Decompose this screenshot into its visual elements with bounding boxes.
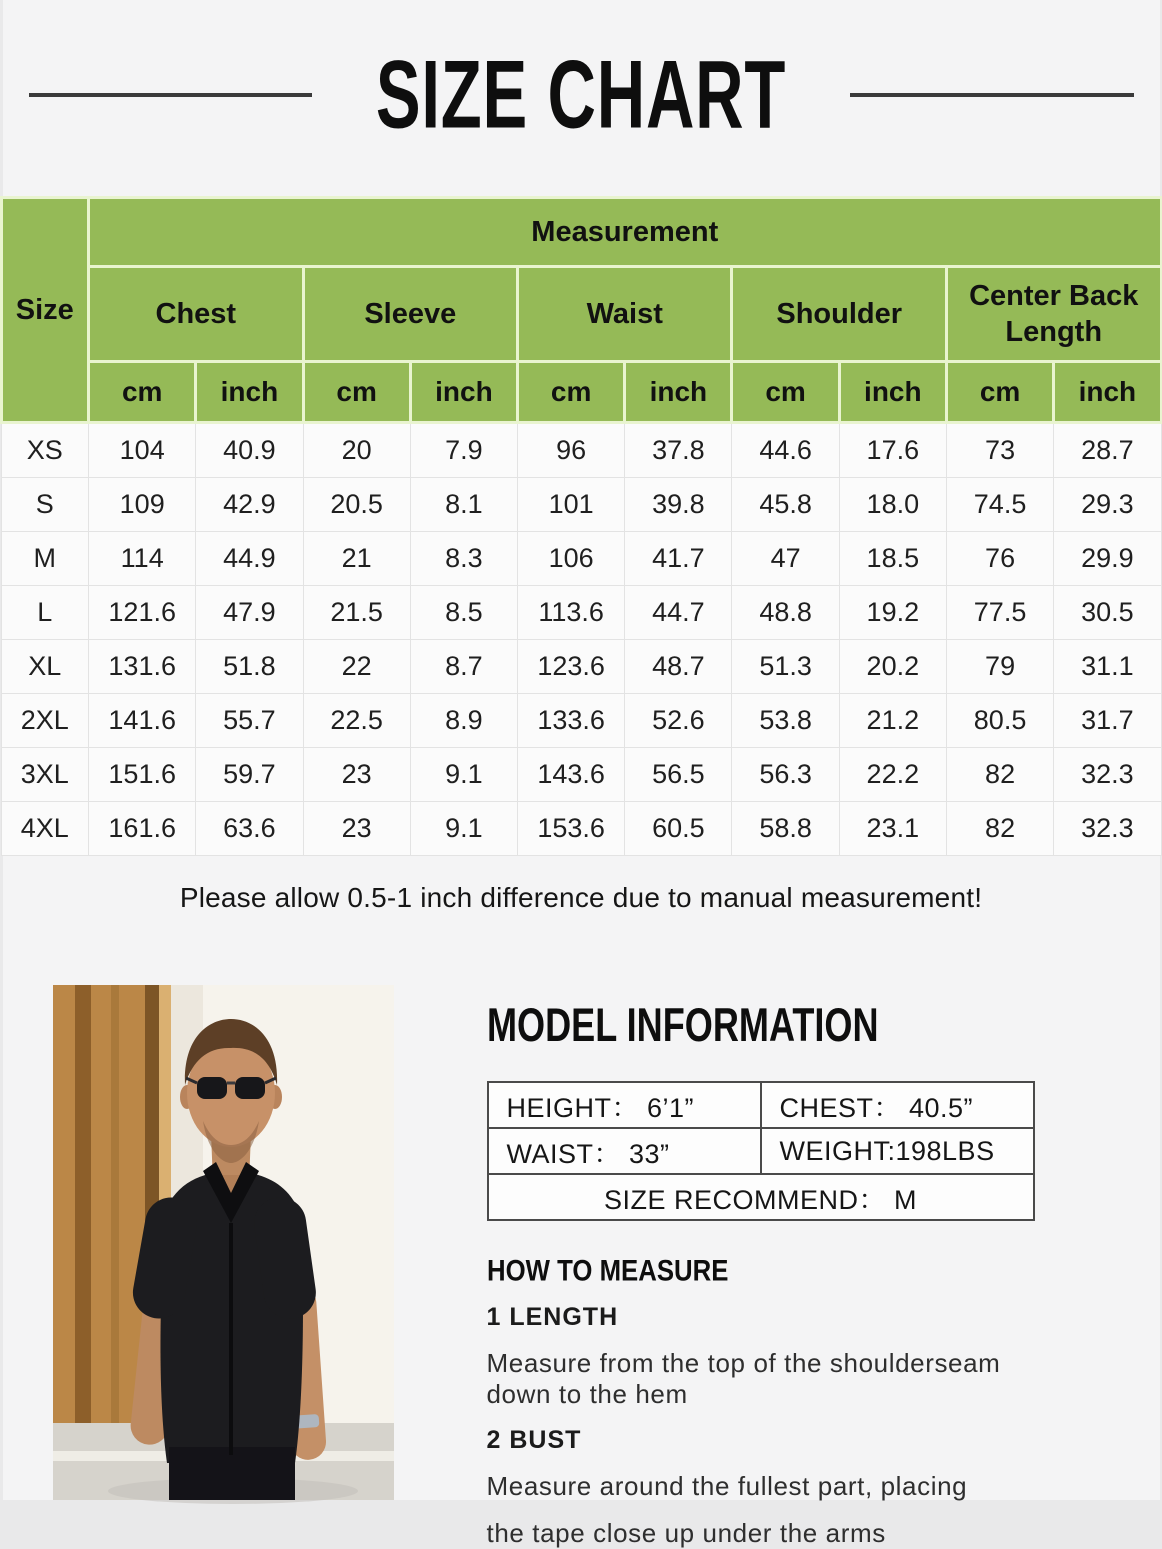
value-cell: 101 [518,478,625,532]
table-row [488,1082,1034,1128]
value-cell: 55.7 [196,694,303,748]
model-waist-cell: WAIST： 33” [488,1128,761,1174]
table-row [488,1128,1034,1174]
unit-header-cm: cm [89,362,196,423]
value-cell: 37.8 [625,423,732,478]
value-cell: 29.9 [1054,532,1161,586]
model-photo [53,985,394,1500]
model-height-cell: HEIGHT： 6’1” [488,1082,761,1128]
value-cell: 133.6 [518,694,625,748]
value-cell: 31.7 [1054,694,1161,748]
value-cell: 47.9 [196,586,303,640]
value-cell: 48.7 [625,640,732,694]
value-cell: 76 [946,532,1053,586]
value-cell: 21.5 [303,586,410,640]
size-cell: 4XL [1,802,89,856]
header-row-groups [1,267,1161,362]
how-to-measure-list [487,1303,1059,1549]
value-cell: 9.1 [410,802,517,856]
title-rule-left [29,93,313,97]
value-cell: 151.6 [89,748,196,802]
value-cell: 7.9 [410,423,517,478]
value-cell: 8.7 [410,640,517,694]
value-cell: 104 [89,423,196,478]
value-cell: 82 [946,748,1053,802]
value-cell: 18.0 [839,478,946,532]
size-cell: L [1,586,89,640]
value-cell: 161.6 [89,802,196,856]
value-cell: 19.2 [839,586,946,640]
header-row-measurement [1,198,1161,267]
table-row [1,640,1161,694]
size-column-header: Size [1,198,89,423]
group-header-waist: Waist [518,267,732,362]
value-cell: 8.3 [410,532,517,586]
value-cell: 29.3 [1054,478,1161,532]
value-cell: 9.1 [410,748,517,802]
model-section [3,985,1160,1548]
table-row [1,748,1161,802]
header-row-units [1,362,1161,423]
value-cell: 22.5 [303,694,410,748]
value-cell: 42.9 [196,478,303,532]
value-cell: 51.3 [732,640,839,694]
value-cell: 44.7 [625,586,732,640]
measurement-note: Please allow 0.5-1 inch difference due to manual measurement! [179,882,983,913]
model-illustration [53,985,394,1500]
value-cell: 114 [89,532,196,586]
value-cell: 143.6 [518,748,625,802]
size-cell: S [1,478,89,532]
value-cell: 121.6 [89,586,196,640]
value-cell: 20.5 [303,478,410,532]
value-cell: 79 [946,640,1053,694]
value-cell: 8.1 [410,478,517,532]
value-cell: 51.8 [196,640,303,694]
value-cell: 60.5 [625,802,732,856]
group-header-sleeve: Sleeve [303,267,517,362]
value-cell: 53.8 [732,694,839,748]
value-cell: 52.6 [625,694,732,748]
value-cell: 74.5 [946,478,1053,532]
model-information-heading: MODEL INFORMATION [486,999,879,1052]
group-header-center-back-length: Center Back Length [946,267,1161,362]
size-cell: 2XL [1,694,89,748]
model-chest-cell: CHEST： 40.5” [761,1082,1034,1128]
size-cell: 3XL [1,748,89,802]
value-cell: 77.5 [946,586,1053,640]
unit-header-inch: inch [839,362,946,423]
group-header-chest: Chest [89,267,303,362]
value-cell: 23 [303,748,410,802]
value-cell: 113.6 [518,586,625,640]
value-cell: 32.3 [1054,802,1161,856]
unit-header-cm: cm [303,362,410,423]
value-cell: 22.2 [839,748,946,802]
table-row [1,478,1161,532]
table-row [1,532,1161,586]
value-cell: 21.2 [839,694,946,748]
unit-header-cm: cm [732,362,839,423]
value-cell: 153.6 [518,802,625,856]
table-row [1,423,1161,478]
how-to-measure-body: Measure from the top of the shoulderseam down to the hem [486,1348,1001,1409]
measurement-header: Measurement [89,198,1161,267]
value-cell: 20.2 [839,640,946,694]
value-cell: 30.5 [1054,586,1161,640]
value-cell: 45.8 [732,478,839,532]
value-cell: 59.7 [196,748,303,802]
how-to-measure-heading: HOW TO MEASURE [486,1254,728,1287]
table-row [1,694,1161,748]
value-cell: 8.9 [410,694,517,748]
model-info-panel [487,1001,1059,1549]
size-chart-page [3,0,1160,1548]
how-to-measure-label: 2 BUST [486,1426,582,1454]
unit-header-cm: cm [518,362,625,423]
value-cell: 17.6 [839,423,946,478]
value-cell: 82 [946,802,1053,856]
value-cell: 48.8 [732,586,839,640]
value-cell: 20 [303,423,410,478]
unit-header-inch: inch [196,362,303,423]
value-cell: 18.5 [839,532,946,586]
value-cell: 141.6 [89,694,196,748]
group-header-shoulder: Shoulder [732,267,946,362]
value-cell: 28.7 [1054,423,1161,478]
value-cell: 131.6 [89,640,196,694]
value-cell: 47 [732,532,839,586]
unit-header-inch: inch [1054,362,1161,423]
value-cell: 21 [303,532,410,586]
table-row [1,802,1161,856]
value-cell: 63.6 [196,802,303,856]
value-cell: 41.7 [625,532,732,586]
value-cell: 23.1 [839,802,946,856]
unit-header-inch: inch [410,362,517,423]
value-cell: 44.6 [732,423,839,478]
value-cell: 8.5 [410,586,517,640]
size-cell: XS [1,423,89,478]
size-cell: XL [1,640,89,694]
size-recommend-cell: SIZE RECOMMEND： M [488,1174,1034,1220]
title-row [3,0,1160,190]
value-cell: 22 [303,640,410,694]
how-to-measure-body: Measure around the fullest part, placing [486,1471,968,1501]
value-cell: 73 [946,423,1053,478]
value-cell: 56.3 [732,748,839,802]
value-cell: 106 [518,532,625,586]
how-to-measure-label: 1 LENGTH [486,1303,619,1331]
model-info-table [487,1081,1035,1221]
value-cell: 96 [518,423,625,478]
unit-header-cm: cm [946,362,1053,423]
title-rule-right [850,93,1134,97]
page-title: SIZE CHART [375,40,787,149]
value-cell: 109 [89,478,196,532]
value-cell: 44.9 [196,532,303,586]
value-cell: 40.9 [196,423,303,478]
size-table [0,196,1162,856]
model-weight-cell: WEIGHT:198LBS [761,1128,1034,1174]
value-cell: 23 [303,802,410,856]
value-cell: 58.8 [732,802,839,856]
value-cell: 32.3 [1054,748,1161,802]
table-row [1,586,1161,640]
value-cell: 56.5 [625,748,732,802]
value-cell: 123.6 [518,640,625,694]
value-cell: 31.1 [1054,640,1161,694]
value-cell: 39.8 [625,478,732,532]
unit-header-inch: inch [625,362,732,423]
how-to-measure-body: the tape close up under the arms [486,1518,886,1548]
size-cell: M [1,532,89,586]
value-cell: 80.5 [946,694,1053,748]
table-row [488,1174,1034,1220]
